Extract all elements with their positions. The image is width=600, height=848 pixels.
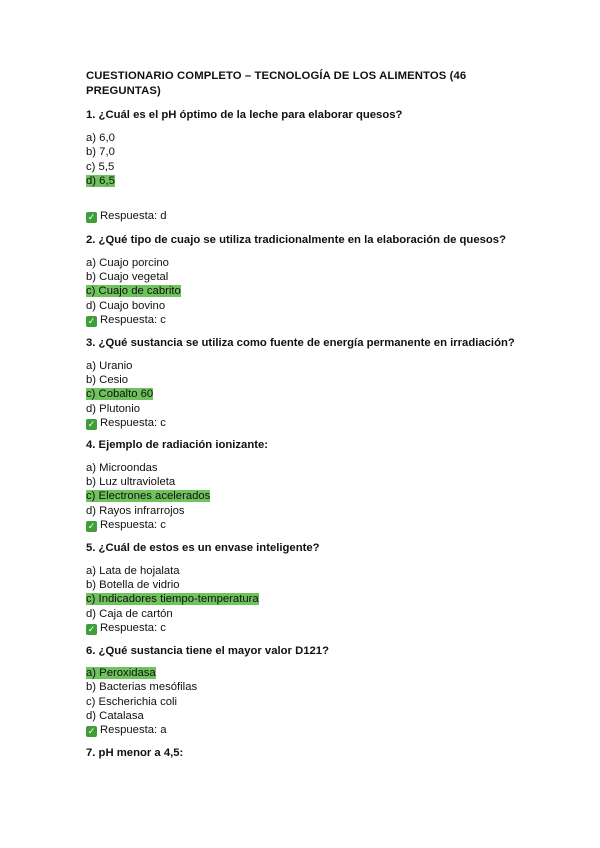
question-3-title: 3. ¿Qué sustancia se utiliza como fuente de energía permanente en irradiación? bbox=[86, 337, 515, 349]
question-6-option-a bbox=[86, 666, 156, 680]
highlighted-answer: a) Peroxidasa bbox=[86, 667, 156, 679]
check-icon: ✓ bbox=[87, 212, 96, 222]
document-title: CUESTIONARIO COMPLETO – TECNOLOGÍA DE LOS ALIMENTOS (46 PREGUNTAS) bbox=[86, 70, 467, 97]
question-2-title: 2. ¿Qué tipo de cuajo se utiliza tradicionalmente en la elaboración de quesos? bbox=[86, 234, 506, 246]
question-1-option-c: c) 5,5 bbox=[86, 161, 115, 173]
check-icon: ✓ bbox=[87, 726, 96, 736]
question-6-answer: ✓ Respuesta: a bbox=[87, 724, 167, 736]
question-2-option-a: a) Cuajo porcino bbox=[86, 257, 169, 269]
question-3-option-d: d) Plutonio bbox=[86, 403, 141, 415]
question-5-answer: ✓ Respuesta: c bbox=[87, 622, 166, 634]
question-4-title: 4. Ejemplo de radiación ionizante: bbox=[86, 439, 269, 451]
question-2-option-d: d) Cuajo bovino bbox=[86, 300, 166, 312]
question-1-option-b: b) 7,0 bbox=[86, 146, 115, 158]
highlighted-answer: d) 6,5 bbox=[86, 175, 115, 187]
highlighted-answer: c) Indicadores tiempo-temperatura bbox=[86, 593, 259, 605]
question-3-option-b: b) Cesio bbox=[86, 374, 129, 386]
check-icon: ✓ bbox=[87, 624, 96, 634]
question-4-option-b: b) Luz ultravioleta bbox=[86, 476, 176, 488]
question-2-answer: ✓ Respuesta: c bbox=[87, 314, 166, 326]
check-icon: ✓ bbox=[87, 419, 96, 429]
question-4-option-a: a) Microondas bbox=[86, 462, 158, 474]
question-3-option-c bbox=[86, 387, 153, 401]
question-1-option-a: a) 6,0 bbox=[86, 132, 115, 144]
question-7-title: 7. pH menor a 4,5: bbox=[86, 747, 184, 759]
question-4-option-c bbox=[86, 489, 210, 503]
question-4-option-d: d) Rayos infrarrojos bbox=[86, 505, 185, 517]
highlighted-answer: c) Electrones acelerados bbox=[86, 490, 211, 502]
question-5-option-b: b) Botella de vidrio bbox=[86, 579, 180, 591]
question-5-title: 5. ¿Cuál de estos es un envase inteligente? bbox=[86, 542, 320, 554]
question-5-option-d: d) Caja de cartón bbox=[86, 608, 173, 620]
question-1-answer: ✓ Respuesta: d bbox=[87, 210, 167, 222]
question-1-option-d bbox=[86, 174, 115, 188]
check-icon: ✓ bbox=[87, 316, 96, 326]
question-1-title: 1. ¿Cuál es el pH óptimo de la leche para elaborar quesos? bbox=[86, 109, 403, 121]
question-3-answer: ✓ Respuesta: c bbox=[87, 417, 166, 429]
question-4-answer: ✓ Respuesta: c bbox=[87, 519, 166, 531]
question-2-option-c bbox=[86, 284, 181, 298]
question-6-option-d: d) Catalasa bbox=[86, 710, 144, 722]
question-2-option-b: b) Cuajo vegetal bbox=[86, 271, 169, 283]
question-5-option-c bbox=[86, 592, 259, 606]
question-6-title: 6. ¿Qué sustancia tiene el mayor valor D121? bbox=[86, 645, 329, 657]
question-5-option-a: a) Lata de hojalata bbox=[86, 565, 180, 577]
question-6-option-b: b) Bacterias mesófilas bbox=[86, 681, 198, 693]
highlighted-answer: c) Cobalto 60 bbox=[86, 388, 154, 400]
question-6-option-c: c) Escherichia coli bbox=[86, 696, 178, 708]
highlighted-answer: c) Cuajo de cabrito bbox=[86, 285, 181, 297]
question-3-option-a: a) Uranio bbox=[86, 360, 133, 372]
check-icon: ✓ bbox=[87, 521, 96, 531]
